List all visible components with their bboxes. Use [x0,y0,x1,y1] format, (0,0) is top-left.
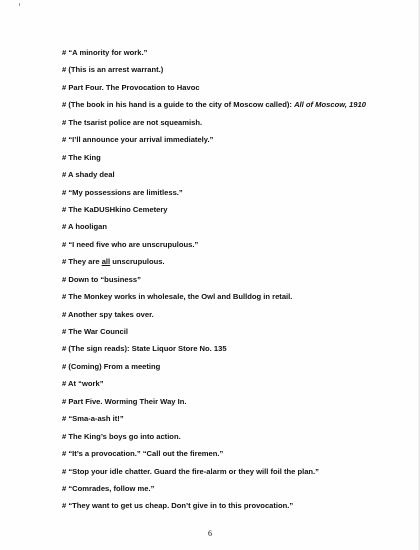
title-line [62,116,402,133]
line-text: # (The book in his hand is a guide to the city of Moscow called): [62,100,295,110]
line-text: # “Sma-a-ash it!” [62,414,124,424]
title-line [62,447,402,464]
line-text: # A hooligan [62,222,107,232]
title-line [62,325,402,342]
line-text: unscrupulous. [110,257,165,267]
title-line [62,499,402,516]
title-line [62,238,402,255]
line-text: # Part Four. The Provocation to Havoc [62,82,200,92]
line-text: # Part Five. Worming Their Way In. [62,396,187,406]
line-text: # “My possessions are limitless.” [62,187,183,197]
title-line [62,412,402,429]
title-line [62,360,402,377]
title-line [62,133,402,150]
line-text: # “I’ll announce your arrival immediately.” [62,135,214,145]
underlined-text: all [101,257,111,267]
line-text: # The Monkey works in wholesale, the Owl and Bulldog in retail. [62,292,293,302]
title-line [62,430,402,447]
title-line [62,46,402,63]
line-text: # “They want to get us cheap. Don’t give in to this provocation.” [62,501,294,511]
line-text: # (This is an arrest warrant.) [62,65,164,75]
line-text: # The King’s boys go into action. [62,431,181,441]
line-text: # (The sign reads): State Liquor Store No. 135 [62,344,227,354]
line-text: # The tsarist police are not squeamish. [62,117,203,127]
line-text: # “Comrades, follow me.” [62,483,155,493]
title-line [62,220,402,237]
line-text: # (Coming) From a meeting [62,361,161,371]
line-text: # The KaDUSHkino Cemetery [62,204,168,214]
title-line [62,81,402,98]
title-line [62,255,402,272]
title-line [62,203,402,220]
title-list [62,46,402,517]
line-text: # “I need five who are unscrupulous.” [62,239,199,249]
title-line [62,273,402,290]
title-line [62,63,402,80]
line-text: # Another spy takes over. [62,309,154,319]
page-number: 6 [208,529,212,538]
line-text: # They are [62,257,102,267]
line-text: # “It’s a provocation.” “Call out the firemen.” [62,449,224,459]
title-line [62,186,402,203]
title-line [62,308,402,325]
line-text: # “Stop your idle chatter. Guard the fire-alarm or they will foil the plan.” [62,466,319,476]
title-line [62,290,402,307]
title-line [62,482,402,499]
title-line [62,465,402,482]
line-text: # At “work” [62,379,104,389]
title-line [62,151,402,168]
title-line [62,98,402,115]
line-text: # The War Council [62,327,128,336]
line-text: # Down to “business” [62,274,141,284]
italic-title-text: All of Moscow, 1910 [294,100,366,110]
title-line [62,395,402,412]
title-line [62,377,402,394]
title-line [62,342,402,359]
line-text: # The King [62,152,101,162]
line-text: # “A minority for work.” [62,48,148,57]
line-text: # A shady deal [62,170,115,180]
scan-speck [19,3,20,6]
title-line [62,168,402,185]
